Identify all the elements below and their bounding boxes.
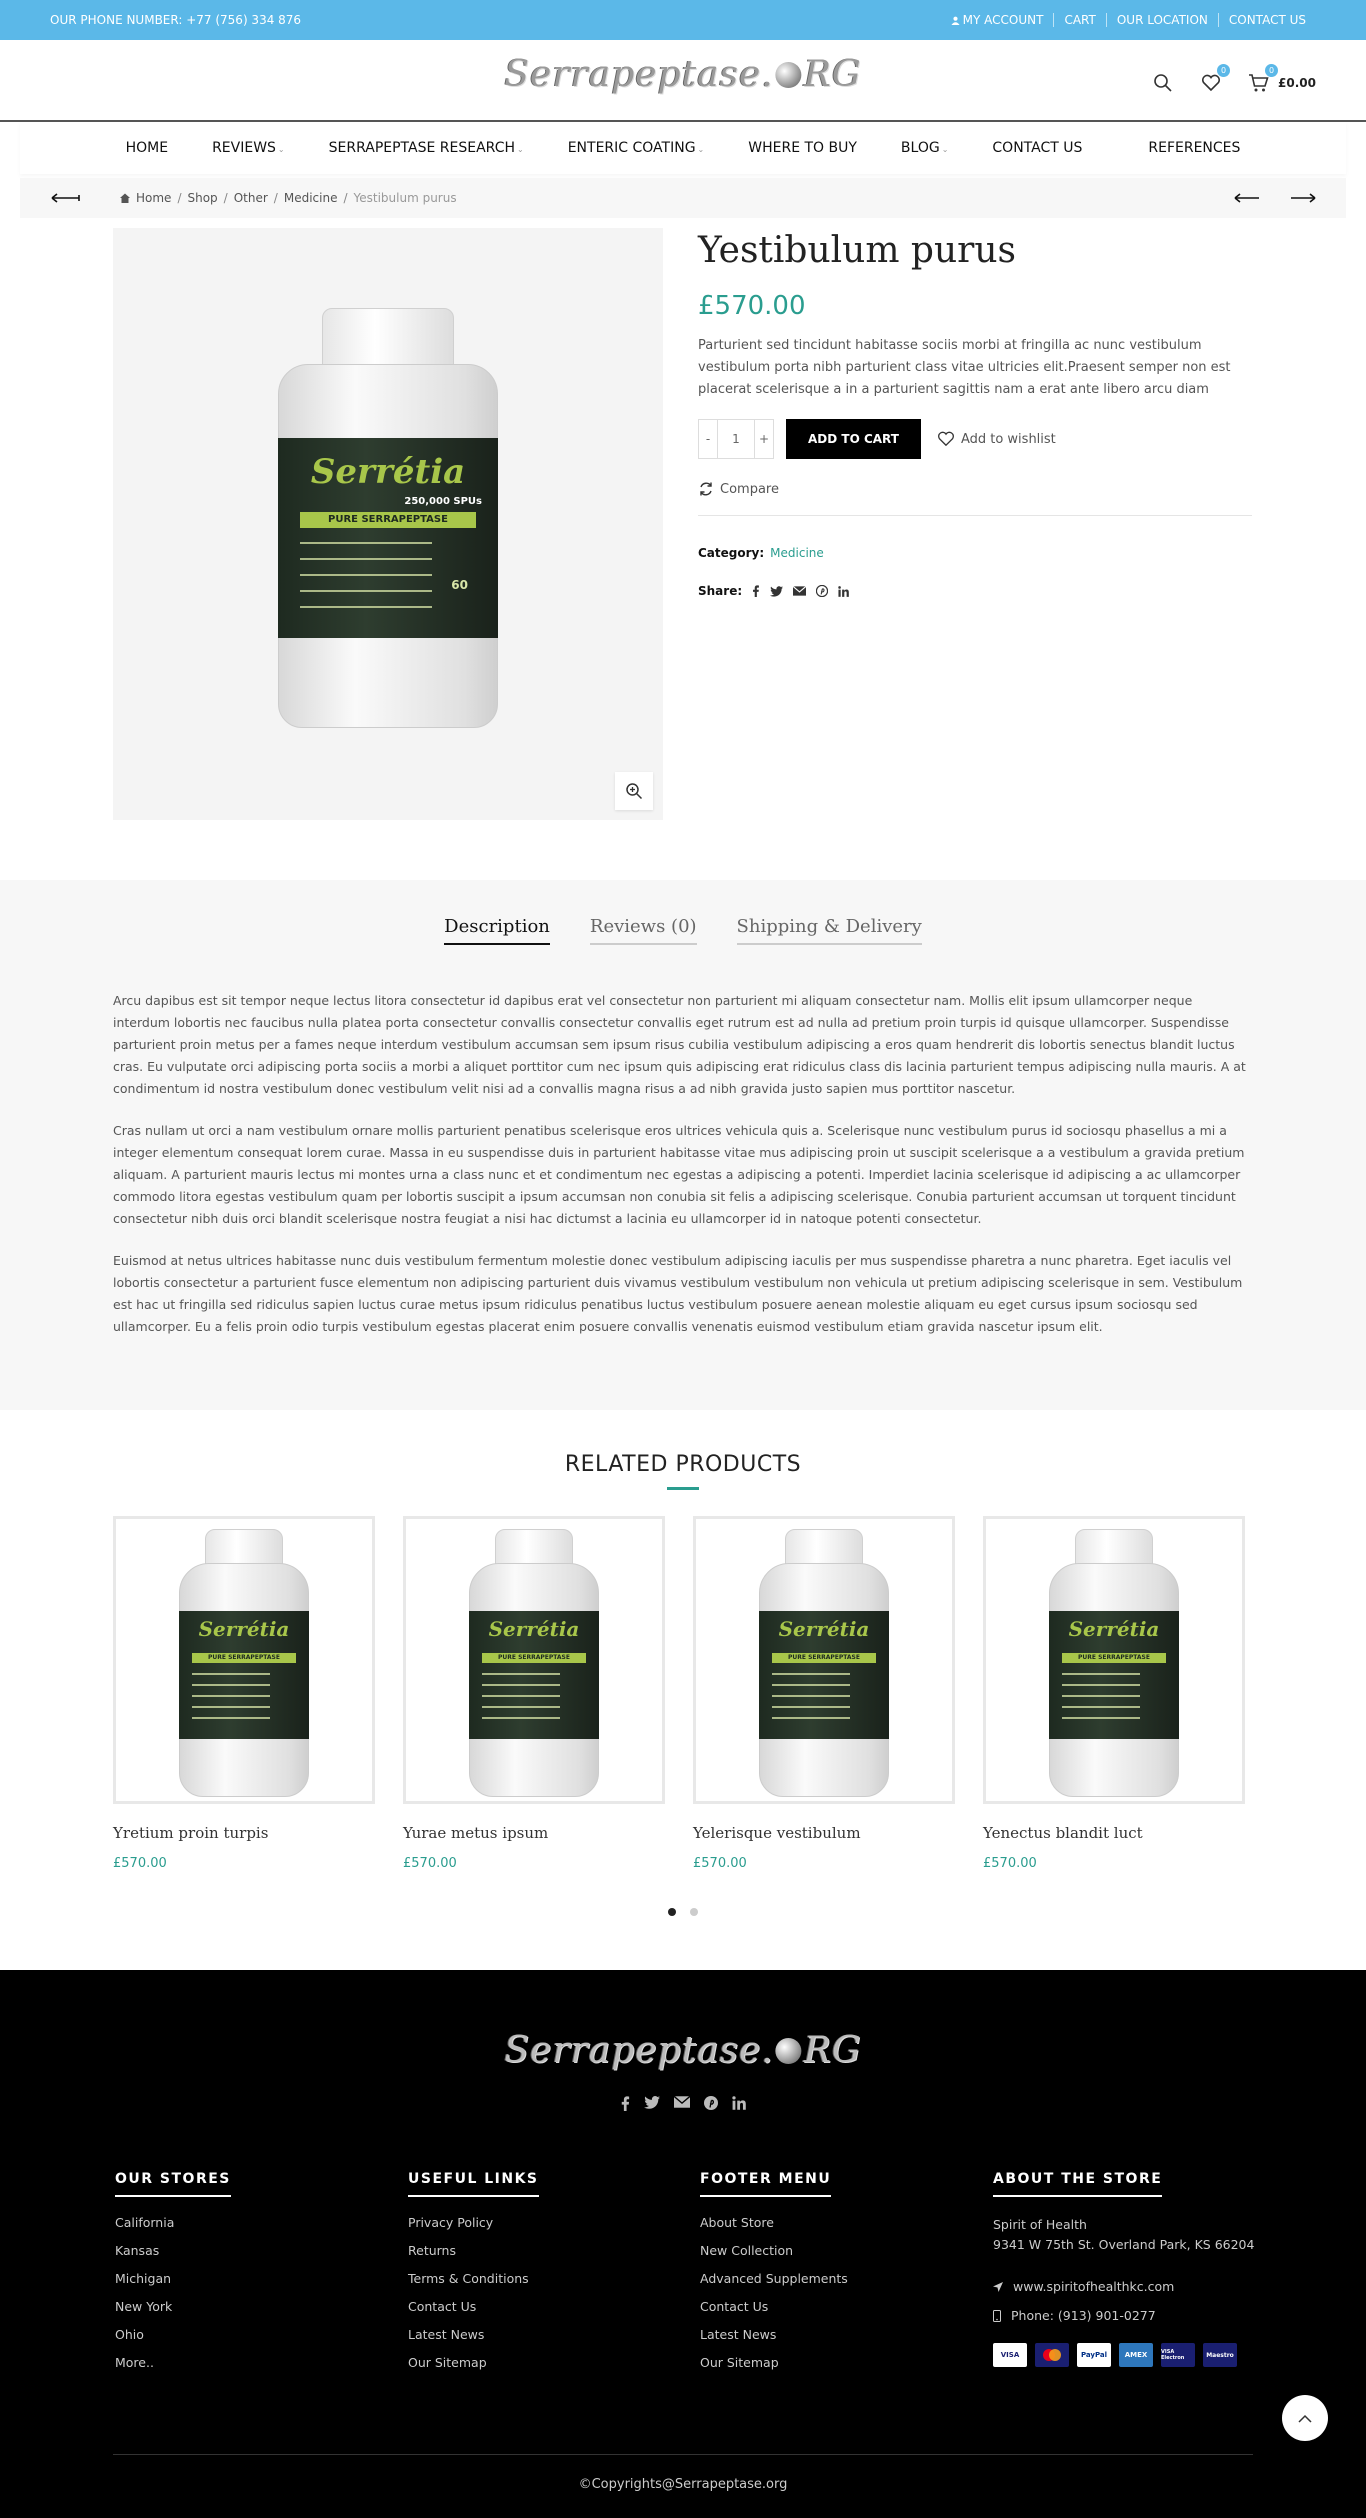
related-product-price: £570.00: [983, 1856, 1037, 1871]
related-product-name[interactable]: Yenectus blandit luct: [983, 1824, 1143, 1842]
related-product-image[interactable]: [403, 1516, 665, 1804]
copyright: ©Copyrights@Serrapeptase.org: [113, 2454, 1253, 2492]
chevron-down-icon: ⌄: [941, 145, 949, 154]
zoom-button[interactable]: [615, 772, 653, 810]
compare-label: Compare: [720, 481, 779, 497]
main-nav: [20, 122, 1346, 174]
footer-link[interactable]: Returns: [408, 2243, 456, 2258]
chevron-down-icon: ⌄: [277, 145, 285, 154]
nav-item-references[interactable]: REFERENCES: [1148, 140, 1241, 156]
site-logo[interactable]: [504, 54, 861, 95]
heart-icon: [937, 431, 955, 447]
carousel-dots: [0, 1908, 1366, 1916]
email-icon[interactable]: [674, 2096, 690, 2108]
prev-product-arrow-icon[interactable]: [1234, 192, 1260, 204]
nav-item-enteric-coating[interactable]: [546, 140, 727, 156]
bottle-brand: Serrétia: [310, 452, 466, 492]
breadcrumb-bar: [20, 178, 1346, 218]
location-arrow-icon: [993, 2282, 1003, 2292]
tab-shipping[interactable]: Shipping & Delivery: [737, 916, 922, 945]
footer-column-useful-links: [408, 2168, 668, 2383]
logo-text-left: Serrapeptase.: [504, 54, 774, 95]
cart-count-badge: 0: [1265, 64, 1278, 77]
user-icon: [951, 16, 960, 25]
breadcrumb-separator: /: [223, 191, 228, 205]
related-title: RELATED PRODUCTS: [564, 1452, 802, 1477]
nav-label: ENTERIC COATING: [567, 140, 696, 156]
related-product-card[interactable]: [983, 1516, 1245, 1871]
share-row: [698, 584, 1252, 598]
location-link[interactable]: OUR LOCATION: [1106, 13, 1218, 27]
website-row[interactable]: [993, 2279, 1273, 2294]
logo-text-left: Serrapeptase.: [504, 2030, 774, 2071]
title-underline: [667, 1487, 699, 1490]
cart-total[interactable]: £0.00: [1278, 76, 1316, 90]
footer-link[interactable]: Latest News: [700, 2327, 777, 2342]
nav-label: REVIEWS: [212, 140, 276, 156]
bottle-strip: PURE SERRAPEPTASE: [1062, 1653, 1166, 1663]
compare-icon: [698, 481, 714, 497]
related-product-card[interactable]: [403, 1516, 665, 1871]
logo-text-right: RG: [803, 54, 862, 95]
description-paragraph: Cras nullam ut orci a nam vestibulum ornare mollis parturient penatibus scelerisque eros ultrices vehicula quis a. Scelerisque nunc vestibulum purus id sociosqu phasellus a mi a integer elementum consequat lorem curae. Massa in eu suspendisse duis in parturient habitasse vitae mus adipiscing proin ut suscipit scelerisque a a vestibulum a gravida pretium aliquam. A parturient mauris lectus mi montes urna a class nunc et et condimentum nec egestas a adipiscing a potenti. Imperdiet lacinia scelerisque id adipiscing a ac ullamcorper commodo litora egestas vestibulum quam per lobortis suscipit a ipsum accumsan non conubia sit felis a adipiscing scelerisque. Conubia parturient accumsan ut torquent tincidunt consectetur nibh duis orci blandit scelerisque nostra feugiat a nisi hac dictumst a lacinia eu ullamcorper id in natoque potenti consectetur.: [113, 1123, 1245, 1226]
chevron-down-icon: ⌄: [517, 145, 524, 154]
pinterest-icon[interactable]: [704, 2096, 718, 2110]
phone-number: OUR PHONE NUMBER: +77 (756) 334 876: [50, 13, 302, 27]
site-footer: [0, 1970, 1366, 2518]
product-gallery[interactable]: [113, 228, 663, 820]
qty-plus-button[interactable]: +: [758, 432, 770, 446]
related-product-name[interactable]: Yelerisque vestibulum: [693, 1824, 861, 1842]
twitter-icon[interactable]: [770, 586, 783, 597]
breadcrumb-current: Yestibulum purus: [353, 191, 457, 205]
footer-logo[interactable]: [504, 2030, 861, 2071]
twitter-icon[interactable]: [644, 2096, 660, 2109]
related-product-price: £570.00: [403, 1856, 457, 1871]
product-summary: [698, 228, 1252, 598]
chevron-down-icon: ⌄: [697, 145, 705, 154]
footer-link[interactable]: Terms & Conditions: [408, 2271, 529, 2286]
qty-minus-button[interactable]: -: [705, 432, 711, 446]
tab-reviews[interactable]: Reviews (0): [590, 916, 697, 945]
nav-label: SERRAPEPTASE RESEARCH: [328, 140, 515, 156]
bottle-strip: PURE SERRAPEPTASE: [772, 1653, 876, 1663]
related-products: [0, 1452, 1366, 1871]
breadcrumb-separator: /: [177, 191, 182, 205]
bottle-strip: PURE SERRAPEPTASE: [300, 512, 476, 528]
next-product-arrow-icon[interactable]: [1290, 192, 1316, 204]
phone-row: [993, 2308, 1273, 2323]
logo-pearl: [776, 2038, 802, 2064]
bottle-brand: Serrétia: [198, 1617, 290, 1641]
top-links: [941, 13, 1316, 27]
related-product-card[interactable]: [113, 1516, 375, 1871]
bottle-brand: Serrétia: [1068, 1617, 1160, 1641]
footer-link[interactable]: Contact Us: [408, 2299, 477, 2314]
breadcrumb-other[interactable]: Other: [233, 191, 268, 205]
nav-item-where-to-buy[interactable]: WHERE TO BUY: [748, 140, 857, 156]
carousel-dot-active[interactable]: [668, 1908, 676, 1916]
bottle-spu: 250,000 SPUs: [404, 496, 482, 507]
linkedin-icon[interactable]: [732, 2096, 746, 2110]
header-icons: [1150, 66, 1316, 96]
footer-link[interactable]: New York: [115, 2299, 173, 2314]
nav-item-reviews[interactable]: [190, 140, 307, 156]
tab-description[interactable]: Description: [444, 916, 550, 945]
breadcrumb-shop[interactable]: Shop: [187, 191, 218, 205]
related-product-image[interactable]: [983, 1516, 1245, 1804]
footer-column-menu: [700, 2168, 960, 2383]
related-product-image[interactable]: [113, 1516, 375, 1804]
product-image: [278, 308, 498, 728]
zoom-icon: [625, 782, 643, 800]
footer-link[interactable]: About Store: [700, 2215, 774, 2230]
bottle-brand: Serrétia: [488, 1617, 580, 1641]
nav-item-contact-us[interactable]: CONTACT US: [992, 140, 1083, 156]
logo-pearl: [776, 62, 802, 88]
related-product-name[interactable]: Yretium proin turpis: [113, 1824, 269, 1842]
related-product-name[interactable]: Yurae metus ipsum: [403, 1824, 549, 1842]
scroll-to-top-button[interactable]: [1282, 2395, 1328, 2441]
phone-text: Phone: (913) 901-0277: [1011, 2308, 1156, 2323]
breadcrumb-medicine[interactable]: Medicine: [283, 191, 338, 205]
wishlist-count-badge: 0: [1217, 64, 1230, 77]
related-product-price: £570.00: [693, 1856, 747, 1871]
product-short-description: Parturient sed tincidunt habitasse sociis morbi at fringilla ac nunc vestibulum vestibulum porta nibh parturient class vitae ultricies elit.Praesent semper non est placerat scelerisque a in a parturient sagittis nam a erat ante libero arcu diam: [698, 338, 1231, 397]
qty-input[interactable]: 1: [717, 420, 755, 458]
search-icon: [1153, 73, 1173, 93]
breadcrumb-home[interactable]: Home: [136, 191, 172, 205]
wishlist-label: Add to wishlist: [960, 431, 1056, 447]
breadcrumb: [120, 191, 457, 205]
website-link[interactable]: www.spiritofhealthkc.com: [1013, 2279, 1175, 2294]
product-title: Yestibulum purus: [698, 230, 1017, 271]
footer-link[interactable]: Advanced Supplements: [700, 2271, 848, 2286]
bottle-count: 60: [451, 578, 468, 592]
footer-link[interactable]: Contact Us: [700, 2299, 769, 2314]
nav-item-research[interactable]: [307, 140, 546, 156]
search-button[interactable]: [1150, 70, 1176, 96]
store-name: Spirit of Health: [993, 2217, 1087, 2232]
footer-link[interactable]: Our Sitemap: [700, 2355, 779, 2370]
footer-heading: ABOUT THE STORE: [993, 2171, 1162, 2197]
footer-link[interactable]: California: [115, 2215, 175, 2230]
contact-link[interactable]: CONTACT US: [1218, 13, 1316, 27]
nav-item-blog[interactable]: [879, 140, 970, 156]
product-section: [0, 218, 1366, 878]
facebook-icon[interactable]: [752, 585, 760, 597]
add-to-cart-button[interactable]: ADD TO CART: [786, 419, 921, 459]
share-label: Share:: [698, 584, 743, 598]
add-to-cart-row: [698, 419, 1252, 459]
linkedin-icon[interactable]: [838, 586, 849, 597]
footer-link[interactable]: Michigan: [115, 2271, 172, 2286]
nav-label: BLOG: [900, 140, 940, 156]
paypal-icon: PayPal: [1077, 2343, 1111, 2367]
footer-heading: FOOTER MENU: [700, 2171, 831, 2197]
visa-electron-icon: VISA Electron: [1161, 2343, 1195, 2367]
footer-social: [0, 2096, 1366, 2111]
cart-icon: [1248, 73, 1270, 93]
breadcrumb-separator: /: [343, 191, 348, 205]
product-tabs: [0, 916, 1366, 945]
cart-link[interactable]: CART: [1053, 13, 1105, 27]
footer-link[interactable]: New Collection: [700, 2243, 794, 2258]
logo-text-right: RG: [803, 2030, 862, 2071]
related-product-price: £570.00: [113, 1856, 167, 1871]
back-arrow-icon[interactable]: [50, 192, 80, 204]
mastercard-icon: [1035, 2343, 1069, 2367]
category-link[interactable]: Medicine: [770, 546, 824, 560]
related-product-card[interactable]: [693, 1516, 955, 1871]
footer-link[interactable]: Ohio: [115, 2327, 144, 2342]
top-bar: [0, 0, 1366, 40]
bottle-brand: Serrétia: [778, 1617, 870, 1641]
footer-link[interactable]: Privacy Policy: [408, 2215, 494, 2230]
email-icon[interactable]: [793, 586, 806, 596]
payment-methods: [993, 2343, 1273, 2367]
heart-icon: [1201, 74, 1221, 92]
bottle-strip: PURE SERRAPEPTASE: [192, 1653, 296, 1663]
site-header: [0, 40, 1366, 122]
wishlist-button[interactable]: [1198, 66, 1227, 96]
description-paragraph: Euismod at netus ultrices habitasse nunc duis vestibulum fermentum molestie donec vestibulum adipiscing iaculis per mus suspendisse pharetra a nunc pharetra. Eget iaculis vel lobortis consectetur a parturient fusce elementum non adipiscing parturient duis vivamus vestibulum vestibulum non vehicula ut pretium adipiscing scelerisque in sem. Vestibulum est hac ut fringilla sed ridiculus sapien luctus curae metus ipsum ridiculus penatibus luctus vestibulum posuere aenean molestie aliquam eu eget cursus ipsum sociosqu sed ullamcorper. Eu a felis proin odio turpis vestibulum egestas placerat enim posuere convallis venenatis euismod vestibulum etiam gravida nascetur ipsum elit.: [113, 1253, 1243, 1334]
footer-link[interactable]: More..: [115, 2355, 154, 2370]
chevron-up-icon: [1298, 2414, 1312, 2423]
add-to-wishlist-button[interactable]: [937, 431, 1056, 447]
footer-link[interactable]: Our Sitemap: [408, 2355, 487, 2370]
footer-heading: OUR STORES: [115, 2171, 231, 2197]
quantity-stepper: [698, 419, 774, 459]
description-content: [113, 990, 1253, 1358]
footer-link[interactable]: Latest News: [408, 2327, 485, 2342]
product-category: [698, 546, 1252, 560]
footer-link[interactable]: Kansas: [115, 2243, 160, 2258]
visa-icon: VISA: [993, 2343, 1027, 2367]
maestro-icon: Maestro: [1203, 2343, 1237, 2367]
nav-item-home[interactable]: HOME: [125, 140, 169, 156]
cart-button[interactable]: [1246, 66, 1275, 96]
product-tabs-section: [0, 880, 1366, 1410]
carousel-dot[interactable]: [690, 1908, 698, 1916]
pinterest-icon[interactable]: [816, 585, 828, 597]
my-account-link[interactable]: MY ACCOUNT: [941, 13, 1054, 27]
footer-heading: USEFUL LINKS: [408, 2171, 539, 2197]
facebook-icon[interactable]: [621, 2096, 630, 2111]
amex-icon: AMEX: [1119, 2343, 1153, 2367]
store-address: 9341 W 75th St. Overland Park, KS 66204: [993, 2237, 1255, 2252]
product-price: £570.00: [698, 291, 806, 321]
compare-button[interactable]: [698, 481, 1252, 516]
footer-column-about: [993, 2168, 1273, 2367]
home-icon: [120, 193, 130, 203]
related-product-image[interactable]: [693, 1516, 955, 1804]
bottle-strip: PURE SERRAPEPTASE: [482, 1653, 586, 1663]
mobile-icon: [993, 2310, 1001, 2322]
category-label: Category:: [698, 546, 765, 560]
breadcrumb-separator: /: [273, 191, 278, 205]
product-nav-arrows: [1234, 192, 1316, 204]
footer-column-stores: [115, 2168, 375, 2383]
description-paragraph: Arcu dapibus est sit tempor neque lectus litora consectetur id dapibus erat vel consectetur non parturient mi aliquam consectetur nam. Mollis elit ipsum ullamcorper neque interdum lobortis nec faucibus nulla platea porta consectetur convallis consectetur convallis eget rutrum est ad nulla ad pretium proin turpis id quisque ullamcorper. Suspendisse parturient proin metus per a fames neque interdum vestibulum accumsan sem ipsum risus cubilia vestibulum adipiscing a eros quam hendrerit dis lobortis senectus blandit luctus cras. Eu vulputate orci adipiscing porta sociis a morbi a aliquet porttitor cum nec ipsum quis adipiscing erat ridiculus class dis lacinia parturient tempus adipiscing nulla mauris. A at condimentum id nostra vestibulum donec vestibulum velit nisi ad a convallis magna risus a ad nibh gravida justo sapien mus porttitor nascetur.: [113, 993, 1246, 1096]
